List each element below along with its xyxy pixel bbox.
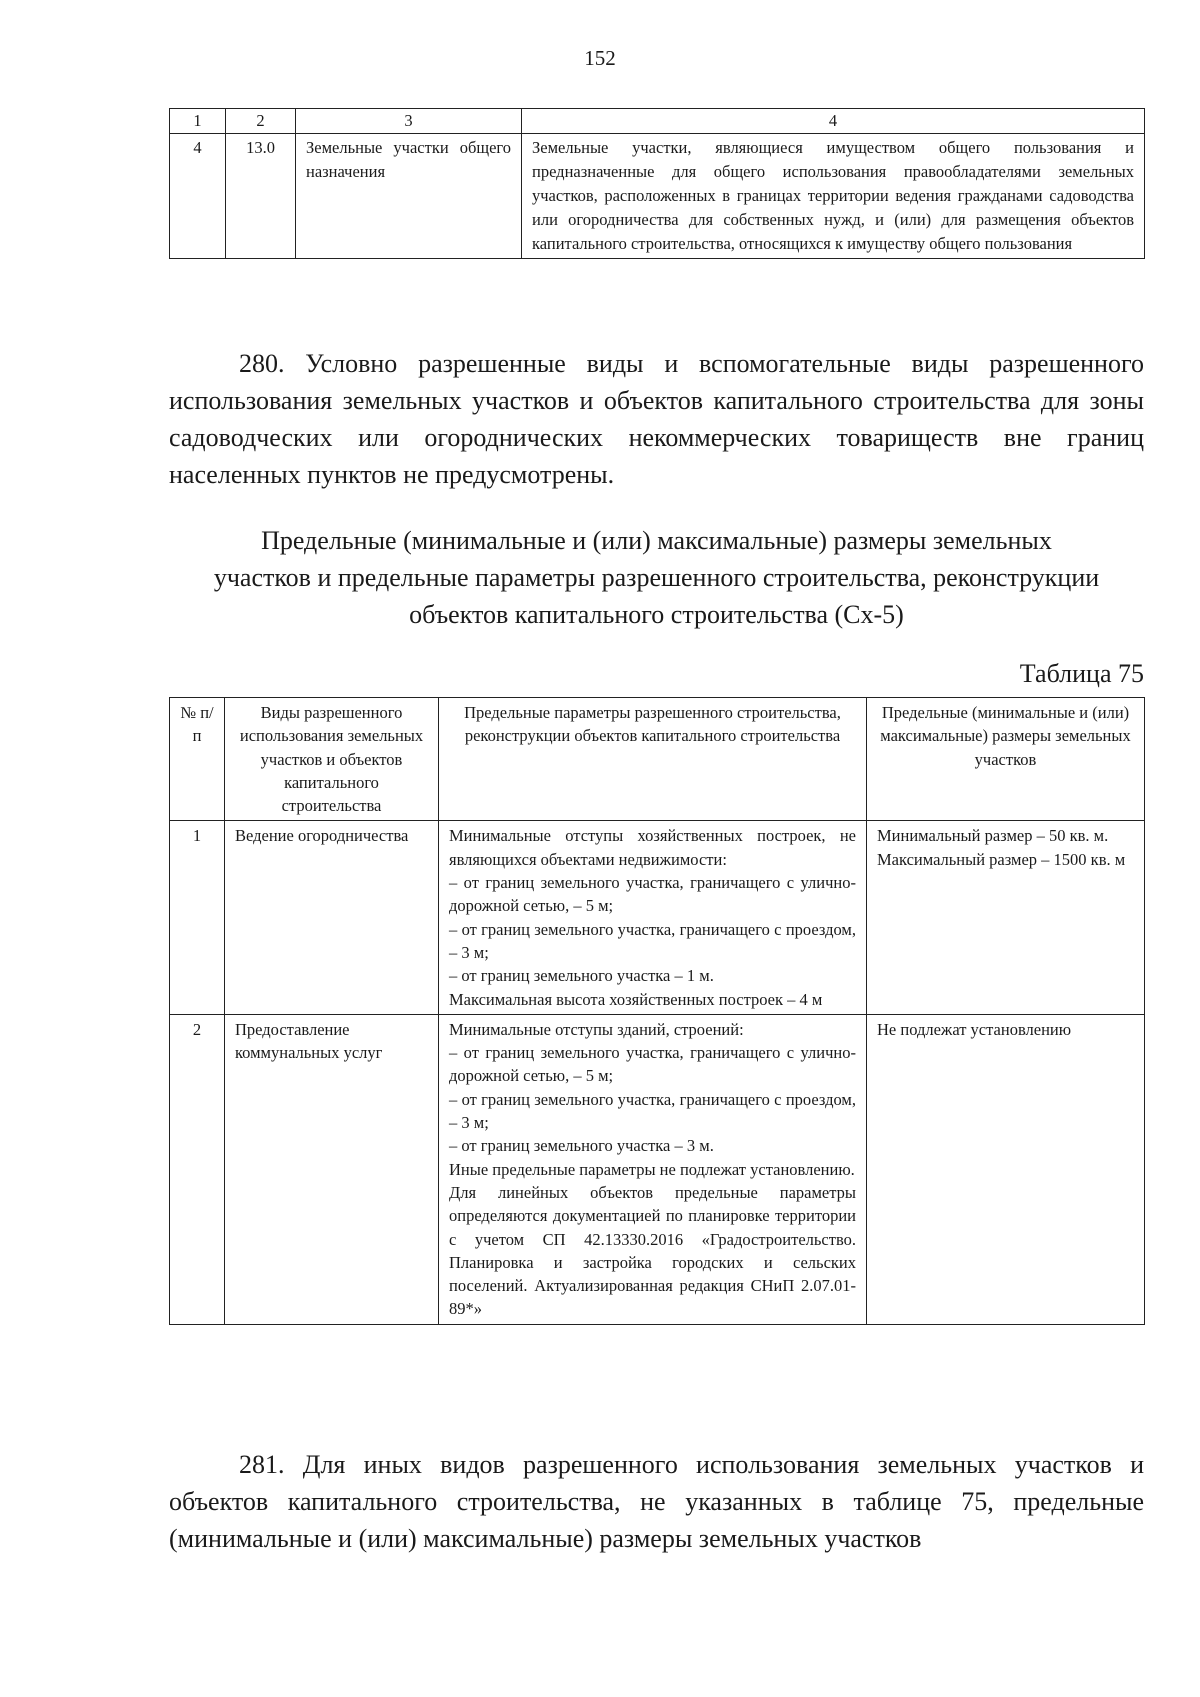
top-table-code: 13.0	[226, 134, 296, 259]
row-1-sizes	[867, 821, 1145, 1014]
row-2-num: 2	[170, 1014, 225, 1324]
row-1-size-line: Минимальный размер – 50 кв. м.	[877, 826, 1109, 846]
heading-line-1: Предельные (минимальные и (или) максимальные) размеры земельных	[261, 526, 1052, 555]
table-label: Таблица 75	[1019, 659, 1144, 688]
row-1-params	[439, 821, 867, 1014]
row-2-param-line: – от границ земельного участка – 3 м.	[449, 1136, 714, 1156]
row-1-param-line: – от границ земельного участка, граничащего с проездом, – 3 м;	[449, 919, 856, 962]
table-row	[170, 1014, 1145, 1324]
top-table-row	[170, 134, 1145, 259]
header-num: № п/п	[170, 698, 225, 821]
top-table-header-1: 1	[170, 109, 226, 134]
main-table	[169, 697, 1145, 1325]
row-1-param-line: – от границ земельного участка – 1 м.	[449, 966, 714, 986]
header-use: Виды разрешенного использования земельных участков и объектов капитального строительства	[225, 698, 439, 821]
row-2-param-line: – от границ земельного участка, граничащего с проездом, – 3 м;	[449, 1089, 856, 1133]
section-heading	[169, 522, 1144, 633]
row-2-param-line: – от границ земельного участка, граничащего с улично-дорожной сетью, – 5 м;	[449, 1043, 856, 1086]
row-1-param-line: – от границ земельного участка, граничащего с улично-дорожной сетью, – 5 м;	[449, 873, 856, 916]
row-1-use: Ведение огородничества	[225, 821, 439, 1014]
top-table	[169, 108, 1145, 259]
page-number: 152	[584, 46, 616, 70]
top-table-num: 4	[170, 134, 226, 259]
top-table-header-row	[170, 109, 1145, 134]
paragraph-281	[169, 1446, 1144, 1557]
header-sizes: Предельные (минимальные и (или) максимальные) размеры земельных участков	[867, 698, 1145, 821]
row-2-param-line: Минимальные отступы зданий, строений:	[449, 1019, 744, 1039]
row-2-params	[439, 1014, 867, 1324]
top-table-header-3: 3	[296, 109, 522, 134]
paragraph-281-body: 281. Для иных видов разрешенного использования земельных участков и объектов капитального строительства, не указанных в таблице 75, предельные	[169, 1450, 1144, 1516]
paragraph-281-last-line: (минимальные и (или) максимальные) размеры земельных участков	[169, 1524, 922, 1553]
row-1-param-line: Максимальная высота хозяйственных построек – 4 м	[449, 989, 823, 1009]
row-1-param-line: Минимальные отступы хозяйственных построек, не являющихся объектами недвижимости:	[449, 826, 856, 869]
row-2-param-line: Для линейных объектов предельные параметры определяются документацией по планировке территории с учетом СП 42.13330.2016 «Градостроительство. Планировка и застройка городских и сельских поселений. Актуализированная редакция СНиП 2.07.01-89*»	[449, 1182, 856, 1319]
main-table-header-row	[170, 698, 1145, 821]
top-table-name: Земельные участки общего назначения	[296, 134, 522, 259]
row-2-size-line: Не подлежат установлению	[877, 1019, 1072, 1039]
row-2-use: Предоставление коммунальных услуг	[225, 1014, 439, 1324]
row-1-num: 1	[170, 821, 225, 1014]
row-1-size-line: Максимальный размер – 1500 кв. м	[877, 849, 1126, 869]
row-2-param-line: Иные предельные параметры не подлежат установлению.	[449, 1159, 855, 1179]
top-table-header-2: 2	[226, 109, 296, 134]
heading-line-3: объектов капитального строительства (Сх-5)	[409, 600, 904, 629]
top-table-description: Земельные участки, являющиеся имуществом общего пользования и предназначенные для общего использования правообладателями земельных участков, расположенных в границах территории ведения гражданами садоводства или огородничества для собственных нужд, и (или) для размещения объектов капитального строительства, относящихся к имуществу общего пользования	[522, 134, 1145, 259]
paragraph-280: 280. Условно разрешенные виды и вспомогательные виды разрешенного использования земельных участков и объектов капитального строительства для зоны садоводческих или огороднических некоммерческих товариществ вне границ населенных пунктов не предусмотрены.	[169, 349, 1144, 489]
header-params: Предельные параметры разрешенного строительства, реконструкции объектов капитального строительства	[439, 698, 867, 821]
row-2-sizes	[867, 1014, 1145, 1324]
table-row	[170, 821, 1145, 1014]
top-table-header-4: 4	[522, 109, 1145, 134]
heading-line-2: участков и предельные параметры разрешенного строительства, реконструкции	[213, 563, 1100, 592]
